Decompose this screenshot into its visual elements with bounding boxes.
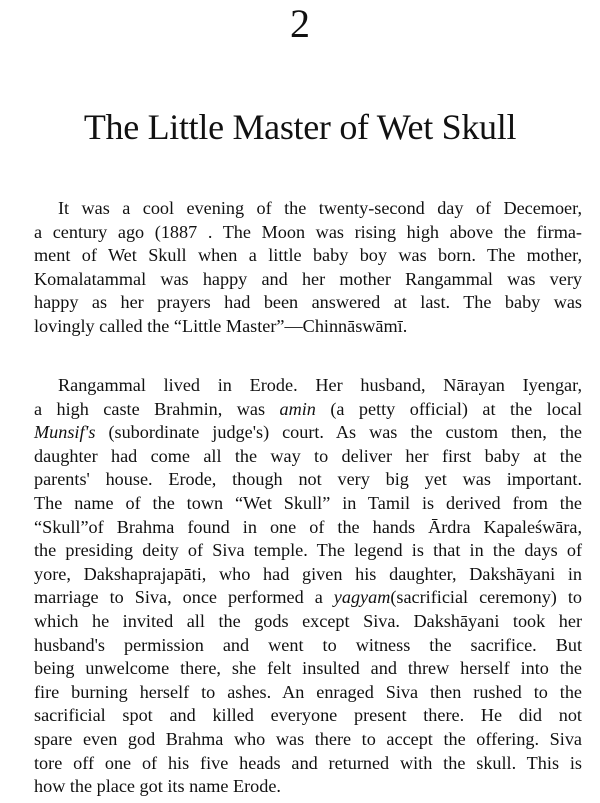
text-line: [34, 586, 582, 610]
text-line: [34, 445, 582, 469]
text-line: [34, 610, 582, 634]
line-segment: Komalatammal was happy and her mother Rangammal was very: [34, 268, 582, 289]
line-segment: spare even god Brahma who was there to accept the offering. Siva: [34, 728, 582, 749]
italic-term: Munsif's: [34, 422, 96, 443]
paragraph: [34, 197, 582, 339]
line-segment: sacrificial spot and killed everyone present there. He did not: [34, 705, 582, 726]
text-line: [34, 704, 582, 728]
line-segment: being unwelcome there, she felt insulted and threw herself into the: [34, 658, 582, 679]
text-line: [34, 421, 582, 445]
text-line: [34, 492, 582, 516]
line-segment: yore, Dakshaprajapāti, who had given his daughter, Dakshāyani in: [34, 563, 582, 584]
text-line: [34, 657, 582, 681]
line-segment: tore off one of his five heads and returned with the skull. This is: [34, 752, 582, 773]
line-segment: Rangammal lived in Erode. Her husband, Nārayan Iyengar,: [58, 375, 582, 395]
line-segment: happy as her prayers had been answered at last. The baby was: [34, 292, 582, 313]
text-line: [34, 728, 582, 752]
text-line: [34, 775, 582, 799]
line-segment: daughter had come all the way to deliver her first baby at the: [34, 445, 582, 466]
text-line: [34, 468, 582, 492]
line-segment: fire burning herself to ashes. An enraged Siva then rushed to the: [34, 681, 582, 702]
line-segment: marriage to Siva, once performed a: [34, 587, 334, 608]
line-segment: husband's permission and went to witness the sacrifice. But: [34, 634, 582, 655]
line-segment: (subordinate judge's) court. As was the custom then, the: [95, 422, 582, 443]
line-segment: “Skull”of Brahma found in one of the hands Ārdra Kapaleśwāra,: [34, 516, 582, 537]
text-line: [34, 221, 582, 245]
text-line: [34, 634, 582, 658]
line-segment: It was a cool evening of the twenty-second day of Decemoer,: [58, 198, 582, 218]
text-line: [34, 268, 582, 292]
text-line: [34, 563, 582, 587]
text-line: [34, 374, 582, 398]
line-segment: a century ago (1887 . The Moon was rising high above the firma-: [34, 221, 582, 242]
text-line: [34, 244, 582, 268]
text-line: [34, 315, 582, 339]
line-segment: The name of the town “Wet Skull” in Tamil is derived from the: [34, 492, 582, 513]
text-line: [34, 197, 582, 221]
text-line: [34, 539, 582, 563]
line-segment: parents' house. Erode, though not very big yet was important.: [34, 469, 582, 490]
line-segment: (sacrificial ceremony) to: [390, 587, 582, 608]
line-segment: the presiding deity of Siva temple. The legend is that in the days of: [34, 540, 582, 561]
chapter-number: 2: [290, 1, 310, 46]
line-segment: a high caste Brahmin, was: [34, 398, 280, 419]
line-segment: ment of Wet Skull when a little baby boy was born. The mother,: [34, 245, 582, 266]
line-segment: which he invited all the gods except Siva. Dakshāyani took her: [34, 610, 582, 631]
text-line: [34, 516, 582, 540]
line-segment: lovingly called the “Little Master”—Chinnāswāmī.: [34, 315, 408, 336]
text-line: [34, 681, 582, 705]
italic-term: amin: [279, 398, 316, 419]
text-line: [34, 291, 582, 315]
text-line: [34, 398, 582, 422]
paragraph: [34, 374, 582, 799]
italic-term: yagyam: [333, 587, 391, 608]
chapter-title: The Little Master of Wet Skull: [83, 107, 517, 147]
line-segment: (a petty official) at the local: [315, 398, 583, 419]
text-line: [34, 752, 582, 776]
line-segment: how the place got its name Erode.: [34, 776, 281, 797]
